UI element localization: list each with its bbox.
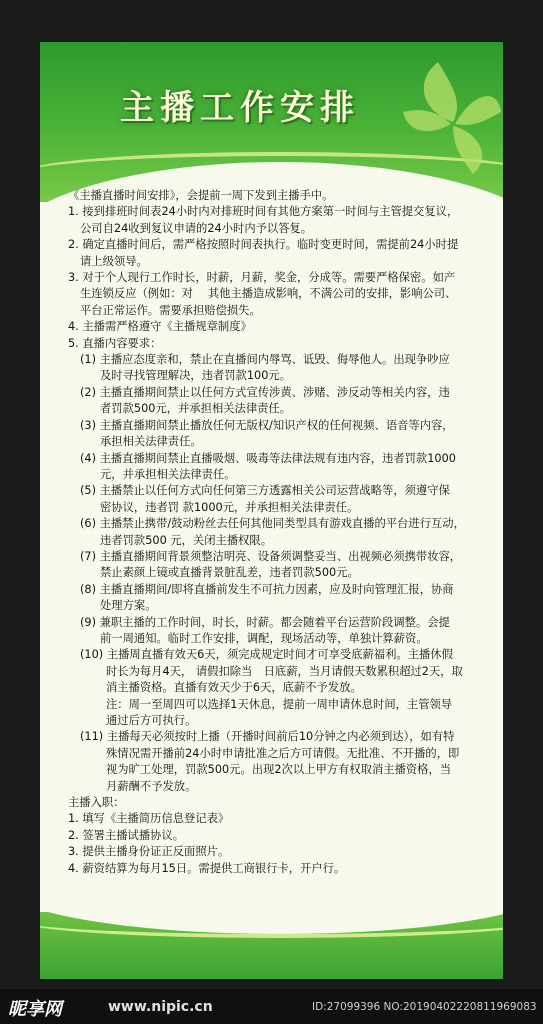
text-line: 2. 签署主播试播协议。 — [68, 828, 185, 842]
text-line: 3. 提供主播身份证正反面照片。 — [68, 845, 230, 859]
text-line: 1. 填写《主播简历信息登记表》 — [68, 812, 230, 826]
text-line: (11) 主播每天必须按时上播（开播时间前后10分钟之内必须到达），如有特 — [80, 730, 455, 744]
text-line: 时长为每月4天， 请假扣除当 日底薪，当月请假天数累积超过2天，取 — [106, 664, 463, 678]
text-line: 元，并承担相关法律责任。 — [100, 467, 236, 481]
text-line: 2. 确定直播时间后，需严格按照时间表执行。临时变更时间，需提前24小时提 — [68, 238, 459, 252]
text-line: 处理方案。 — [100, 599, 157, 613]
text-line: 承担相关法律责任。 — [100, 435, 202, 449]
text-line: 密协议，违者罚 款1000元，并承担相关法律责任。 — [100, 500, 359, 514]
poster — [40, 42, 503, 979]
text-line: (10) 主播周直播有效天6天，须完成规定时间才可享受底薪福利。主播休假 — [80, 648, 453, 662]
text-line: 平台正常运作。需要承担赔偿损失。 — [80, 303, 261, 317]
text-line: 主播入职： — [68, 796, 125, 810]
text-line: (9) 兼职主播的工作时间，时长，时薪。都会随着平台运营阶段调整。会提 — [80, 615, 450, 629]
text-line: 通过后方可执行。 — [106, 714, 197, 727]
text-line: 注：周一至周四可以选择1天休息，提前一周申请休息时间，主管领导 — [106, 697, 453, 711]
text-line: 殊情况需开播前24小时申请批准之后方可请假。无批准、不开播的，即 — [106, 746, 460, 760]
text-line: 违者罚款500 元，关闭主播权限。 — [100, 533, 273, 547]
text-line: (6) 主播禁止携带/鼓动粉丝去任何其他同类型具有游戏直播的平台进行互动， — [80, 517, 465, 531]
text-line: (4) 主播直播期间禁止直播吸烟、吸毒等法律法规有违内容，违者罚款1000 — [80, 451, 456, 465]
document-body — [68, 188, 498, 877]
text-line: 4. 薪资结算为每月15日。需提供工商银行卡，开户行。 — [68, 861, 346, 875]
text-line: 禁止素颜上镜或直播背景脏乱差，违者罚款500元。 — [100, 566, 359, 580]
text-line: 及时寻找管理解决，违者罚款100元。 — [100, 369, 292, 383]
text-line: 视为旷工处理，罚款500元。出现2次以上甲方有权取消主播资格，当 — [106, 763, 452, 777]
text-line: (2) 主播直播期间禁止以任何方式宣传涉黄、涉赌、涉反动等相关内容，违 — [80, 385, 450, 399]
text-line: 请上级领导。 — [80, 254, 148, 268]
page-title: 主播工作安排 — [120, 88, 360, 128]
text-line: (7) 主播直播期间背景须整洁明亮、设备须调整妥当、出视频必须携带妆容， — [80, 549, 462, 563]
text-line: (8) 主播直播期间/即将直播前发生不可抗力因素，应及时向管理汇报，协商 — [80, 582, 454, 596]
text-line: 1. 接到排班时间表24小时内对排班时间有其他方案第一时间与主管提交复议， — [68, 205, 459, 219]
text-line: 《主播直播时间安排》，会提前一周下发到主播手中。 — [68, 189, 334, 202]
text-line: 消主播资格。直播有效天少于6天，底薪不予发放。 — [106, 681, 362, 695]
text-line: 月薪酬不予发放。 — [106, 779, 197, 793]
watermark-logo: 昵享网 — [8, 999, 62, 1020]
text-line: 4. 主播需严格遵守《主播规章制度》 — [68, 320, 252, 334]
text-line: 者罚款500元，并承担相关法律责任。 — [100, 402, 292, 416]
text-line: 生连锁反应（例如：对 其他主播造成影响，不满公司的安排，影响公司、 — [80, 287, 457, 301]
text-line: 3. 对于个人现行工作时长，时薪，月薪，奖金，分成等。需要严格保密。如产 — [68, 271, 456, 285]
text-line: (1) 主播应态度亲和，禁止在直播间内辱骂、诋毁、侮辱他人。出现争吵应 — [80, 353, 450, 367]
text-line: 5. 直播内容要求： — [68, 336, 162, 350]
text-line: (3) 主播直播期间禁止播放任何无版权/知识产权的任何视频、语音等内容， — [80, 418, 454, 432]
text-line: 前一周通知。临时工作安排，调配，现场活动等，单独计算薪资。 — [100, 631, 428, 645]
footer-swoosh — [40, 904, 503, 938]
text-line: 公司自24收到复议申请的24小时内予以答复。 — [80, 221, 313, 235]
watermark-id: ID:27099396 NO:20190402220811969083 — [312, 1001, 537, 1013]
watermark-url: www.nipic.cn — [108, 999, 213, 1015]
text-line: (5) 主播禁止以任何方式向任何第三方透露相关公司运营战略等，须遵守保 — [80, 484, 450, 498]
